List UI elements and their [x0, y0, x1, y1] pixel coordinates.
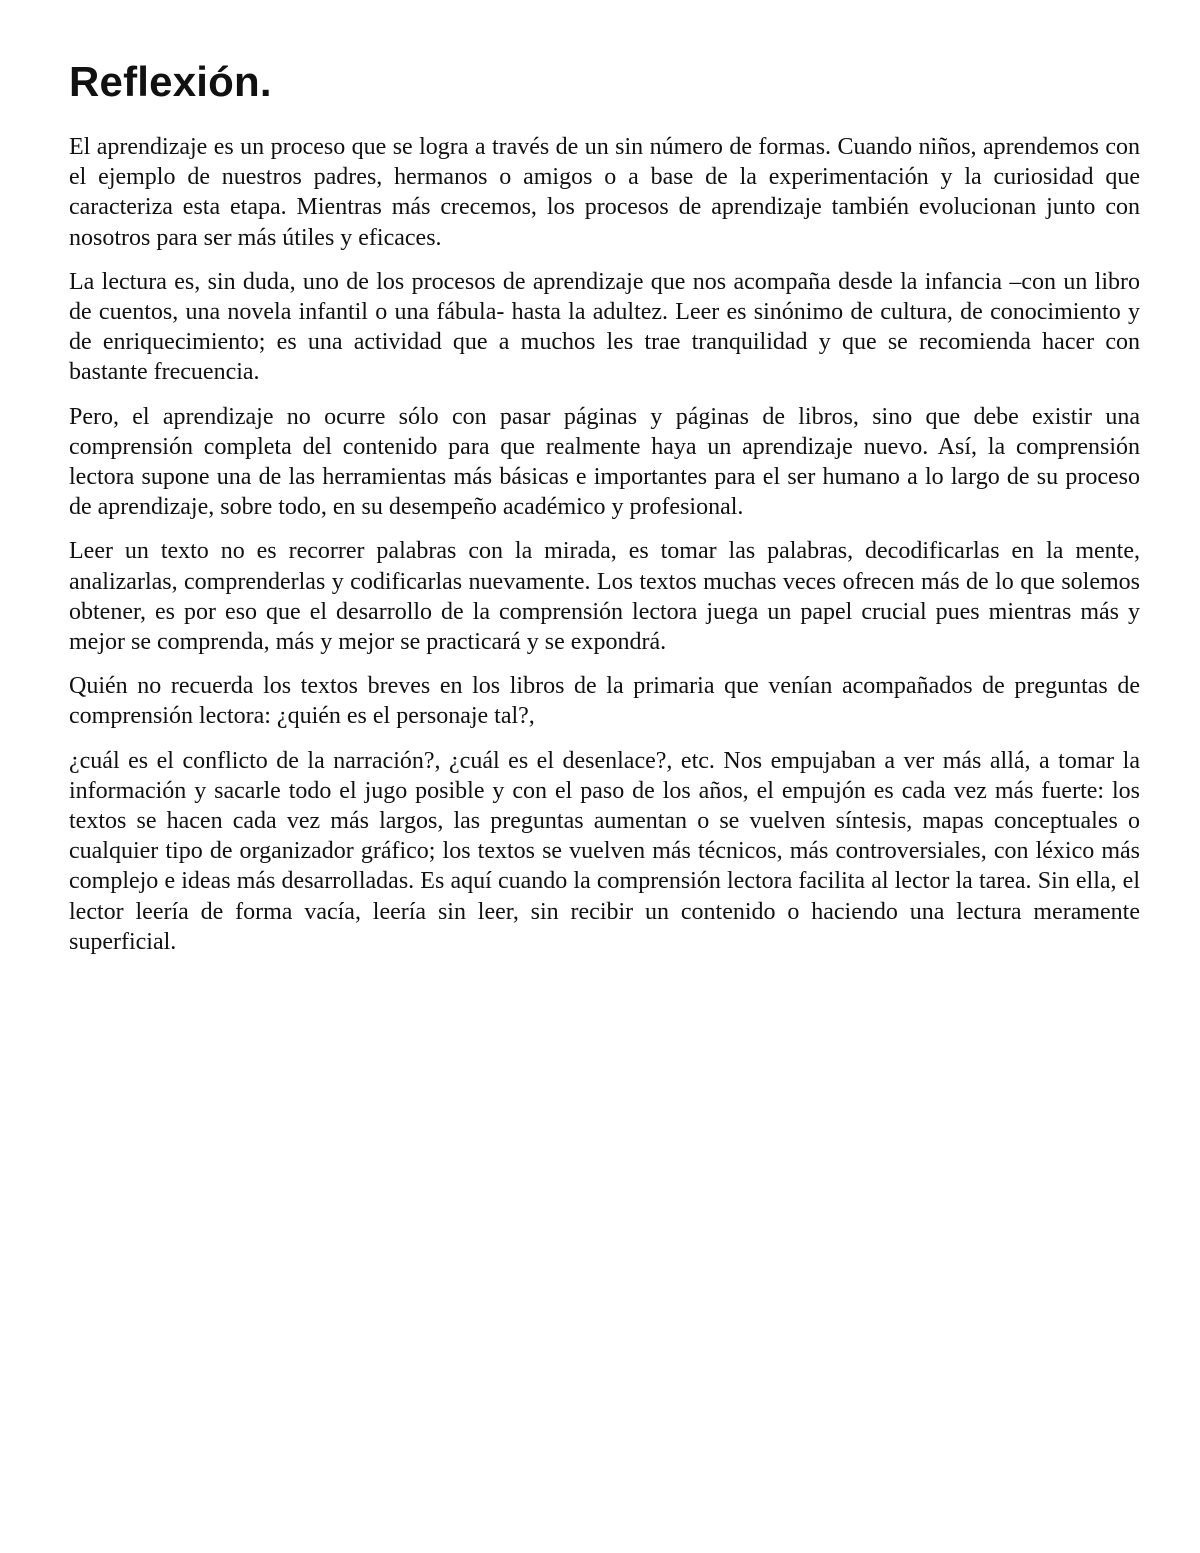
paragraph-3: Pero, el aprendizaje no ocurre sólo con pasar páginas y páginas de libros, sino que debe existir una comprensión completa del contenido para que realmente haya un aprendizaje nuevo. Así, la comprensión lectora supone una de las herramientas más básicas e importantes para el ser humano a lo largo de su proceso de aprendizaje, sobre todo, en su desempeño académico y profesional. [69, 403, 1140, 521]
paragraph-2: La lectura es, sin duda, uno de los procesos de aprendizaje que nos acompaña desde la infancia –con un libro de cuentos, una novela infantil o una fábula- hasta la adultez. Leer es sinónimo de cultura, de conocimiento y de enriquecimiento; es una actividad que a muchos les trae tranquilidad y que se recomienda hacer con bastante frecuencia. [69, 268, 1140, 386]
paragraph-6: ¿cuál es el conflicto de la narración?, ¿cuál es el desenlace?, etc. Nos empujaban a ver más allá, a tomar la información y sacarle todo el jugo posible y con el paso de los años, el empujón es cada vez más fuerte: los textos se hacen cada vez más largos, las preguntas aumentan o se vuelven síntesis, mapas conceptuales o cualquier tipo de organizador gráfico; los textos se vuelven más técnicos, más controversiales, con léxico más complejo e ideas más desarrolladas. Es aquí cuando la comprensión lectora facilita al lector la tarea. Sin ella, el lector leería de forma vacía, leería sin leer, sin recibir un contenido o haciendo una lectura meramente superficial. [69, 747, 1140, 955]
document-body [69, 132, 1140, 957]
paragraph-4: Leer un texto no es recorrer palabras con la mirada, es tomar las palabras, decodificarlas en la mente, analizarlas, comprenderlas y codificarlas nuevamente. Los textos muchas veces ofrecen más de lo que solemos obtener, es por eso que el desarrollo de la comprensión lectora juega un papel crucial pues mientras más y mejor se comprenda, más y mejor se practicará y se expondrá. [69, 538, 1140, 656]
paragraph-1: El aprendizaje es un proceso que se logra a través de un sin número de formas. Cuando niños, aprendemos con el ejemplo de nuestros padres, hermanos o amigos o a base de la experimentación y la curiosidad que caracteriza esta etapa. Mientras más crecemos, los procesos de aprendizaje también evolucionan junto con nosotros para ser más útiles y eficaces. [69, 134, 1140, 251]
paragraph-5: Quién no recuerda los textos breves en los libros de la primaria que venían acompañados de preguntas de comprensión lectora: ¿quién es el personaje tal?, [69, 673, 1140, 730]
document-title: Reflexión. [69, 58, 272, 105]
